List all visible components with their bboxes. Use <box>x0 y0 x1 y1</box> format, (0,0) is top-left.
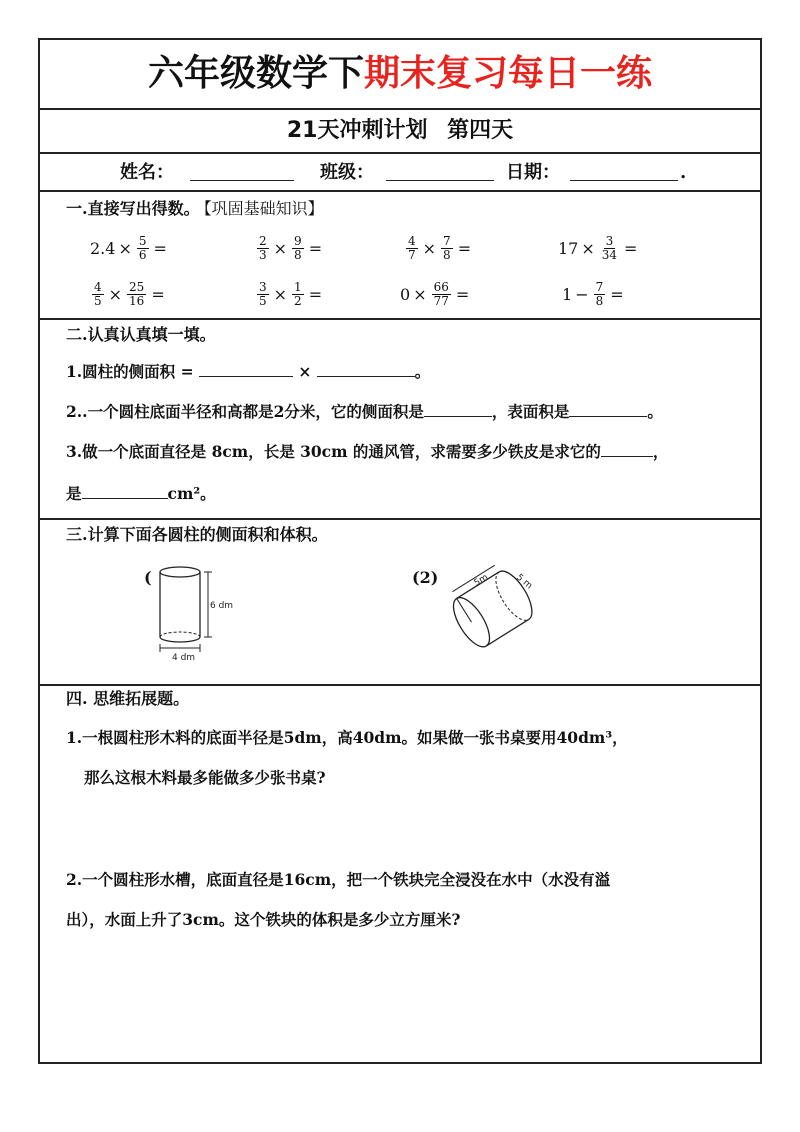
equals-sign: = <box>624 238 638 258</box>
calc-operator: × <box>118 238 132 258</box>
fill-question-2 <box>66 400 663 424</box>
calc-number: 0 <box>400 284 411 304</box>
calc-number: 2.4 <box>90 238 116 258</box>
denominator: 3 <box>259 247 267 262</box>
page-title <box>40 46 760 102</box>
divider <box>40 190 760 192</box>
equals-sign: = <box>455 284 470 304</box>
numerator: 1 <box>294 279 302 294</box>
numerator: 9 <box>294 233 302 248</box>
plan-heading <box>40 116 760 146</box>
question-text: × <box>298 362 312 381</box>
question-text: 1.圆柱的侧面积 = <box>66 362 194 381</box>
denominator: 8 <box>595 293 604 308</box>
divider <box>40 684 760 686</box>
denominator: 7 <box>408 247 416 262</box>
calc-item <box>255 274 325 314</box>
fraction <box>127 281 146 308</box>
date-label: 日期： <box>506 162 560 183</box>
fraction <box>257 281 269 308</box>
calc-operator: × <box>108 284 123 304</box>
numerator: 4 <box>94 279 102 294</box>
numerator: 66 <box>433 279 449 294</box>
date-end: . <box>680 162 687 183</box>
calc-operator: × <box>273 238 288 258</box>
divider <box>40 518 760 520</box>
class-label: 班级： <box>320 162 374 183</box>
divider <box>40 152 760 154</box>
fraction <box>257 235 269 262</box>
divider <box>40 318 760 320</box>
divider <box>40 1062 760 1064</box>
fill-question-3 <box>66 440 668 464</box>
calc-operator: × <box>581 238 595 258</box>
denominator: 77 <box>433 293 449 308</box>
name-field[interactable] <box>190 180 294 181</box>
denominator: 16 <box>129 293 145 308</box>
word-problem-1: 1.一根圆柱形木料的底面半径是5dm，高40dm。如果做一张书桌要用40dm³， <box>66 728 628 747</box>
numerator: 2 <box>259 233 267 248</box>
question-text: 。 <box>414 362 431 381</box>
calc-item <box>255 228 325 268</box>
calc-operator: − <box>575 284 589 304</box>
calc-item <box>90 274 168 314</box>
calc-item <box>558 228 640 268</box>
denominator: 6 <box>138 247 147 262</box>
fraction <box>600 235 619 262</box>
denominator: 5 <box>94 293 102 308</box>
question-text: 2..一个圆柱底面半径和高都是2分米，它的侧面积是 <box>66 402 424 421</box>
equals-sign: = <box>457 238 472 258</box>
fraction <box>92 281 104 308</box>
denominator: 5 <box>259 293 267 308</box>
calc-number: 1 <box>562 284 573 304</box>
calc-item <box>404 228 474 268</box>
section-1-note: 【巩固基础知识】 <box>203 199 324 218</box>
cylinder-figure-1 <box>150 562 260 662</box>
numerator: 3 <box>605 233 614 248</box>
denominator: 34 <box>601 247 618 262</box>
numerator: 3 <box>259 279 267 294</box>
answer-blank[interactable] <box>424 400 492 417</box>
numerator: 4 <box>408 233 416 248</box>
answer-blank[interactable] <box>569 400 647 417</box>
fraction <box>292 281 304 308</box>
section-4-title: 四. 思维拓展题。 <box>66 689 190 708</box>
calc-item <box>562 274 627 314</box>
student-info-row <box>40 158 760 188</box>
radius-label: 5m <box>472 572 491 589</box>
figure-2-label: (2) <box>412 568 439 587</box>
divider <box>40 108 760 110</box>
equals-sign: = <box>151 284 165 304</box>
day-label: 第四天 <box>447 118 514 143</box>
calc-number: 17 <box>558 238 579 258</box>
section-3-title: 三.计算下面各圆柱的侧面积和体积。 <box>66 525 328 544</box>
equals-sign: = <box>308 238 323 258</box>
word-problem-1-cont: 那么这根木料最多能做多少张书桌? <box>84 768 326 787</box>
section-1-title <box>66 198 324 220</box>
answer-blank[interactable] <box>601 440 653 457</box>
calc-operator: × <box>422 238 437 258</box>
width-label: 4 dm <box>172 653 196 662</box>
answer-blank[interactable] <box>82 482 168 499</box>
numerator: 5 <box>138 233 147 248</box>
title-black: 六年级数学下 <box>147 53 364 94</box>
denominator: 8 <box>443 247 451 262</box>
plan-label: 21天冲刺计划 <box>286 118 428 143</box>
calc-operator: × <box>273 284 288 304</box>
height-label: 6 dm <box>210 601 234 611</box>
section-2-title: 二.认真认真填一填。 <box>66 325 216 344</box>
fraction <box>137 235 149 262</box>
question-text: ， <box>652 442 669 461</box>
numerator: 25 <box>129 279 145 294</box>
answer-blank[interactable] <box>317 360 415 377</box>
question-text: 3.做一个底面直径是 8cm，长是 30cm 的通风管，求需要多少铁皮是求它的 <box>66 442 601 461</box>
equals-sign: = <box>610 284 624 304</box>
height-label: 5 m <box>514 572 534 592</box>
fraction <box>441 235 453 262</box>
section-1-heading: 一.直接写出得数。 <box>66 199 200 218</box>
cylinder-figure-2 <box>436 560 546 660</box>
name-label: 姓名： <box>120 162 174 183</box>
class-field[interactable] <box>386 180 494 181</box>
equals-sign: = <box>308 284 323 304</box>
question-text: 是 <box>66 484 82 503</box>
calc-item <box>90 228 170 268</box>
denominator: 8 <box>294 247 302 262</box>
answer-blank[interactable] <box>199 360 293 377</box>
fraction <box>432 281 451 308</box>
question-text: 。 <box>647 402 663 421</box>
fill-question-3-cont <box>66 482 216 506</box>
fraction <box>406 235 418 262</box>
numerator: 7 <box>595 279 604 294</box>
figure-1-label: ( <box>144 568 152 587</box>
fill-question-1 <box>66 360 430 384</box>
fraction <box>292 235 304 262</box>
date-field[interactable] <box>570 180 678 181</box>
calc-operator: × <box>413 284 427 304</box>
calc-item <box>400 274 472 314</box>
denominator: 2 <box>294 293 302 308</box>
equals-sign: = <box>153 238 167 258</box>
title-red: 期末复习每日一练 <box>364 53 653 94</box>
word-problem-2: 2.一个圆柱形水槽，底面直径是16cm，把一个铁块完全浸没在水中（水没有溢 <box>66 870 611 889</box>
question-text: ，表面积是 <box>491 402 570 421</box>
numerator: 7 <box>443 233 451 248</box>
fraction <box>594 281 606 308</box>
question-text: cm²。 <box>167 484 216 503</box>
word-problem-2-cont: 出），水面上升了3cm。这个铁块的体积是多少立方厘米? <box>66 910 461 929</box>
worksheet <box>38 38 762 1064</box>
